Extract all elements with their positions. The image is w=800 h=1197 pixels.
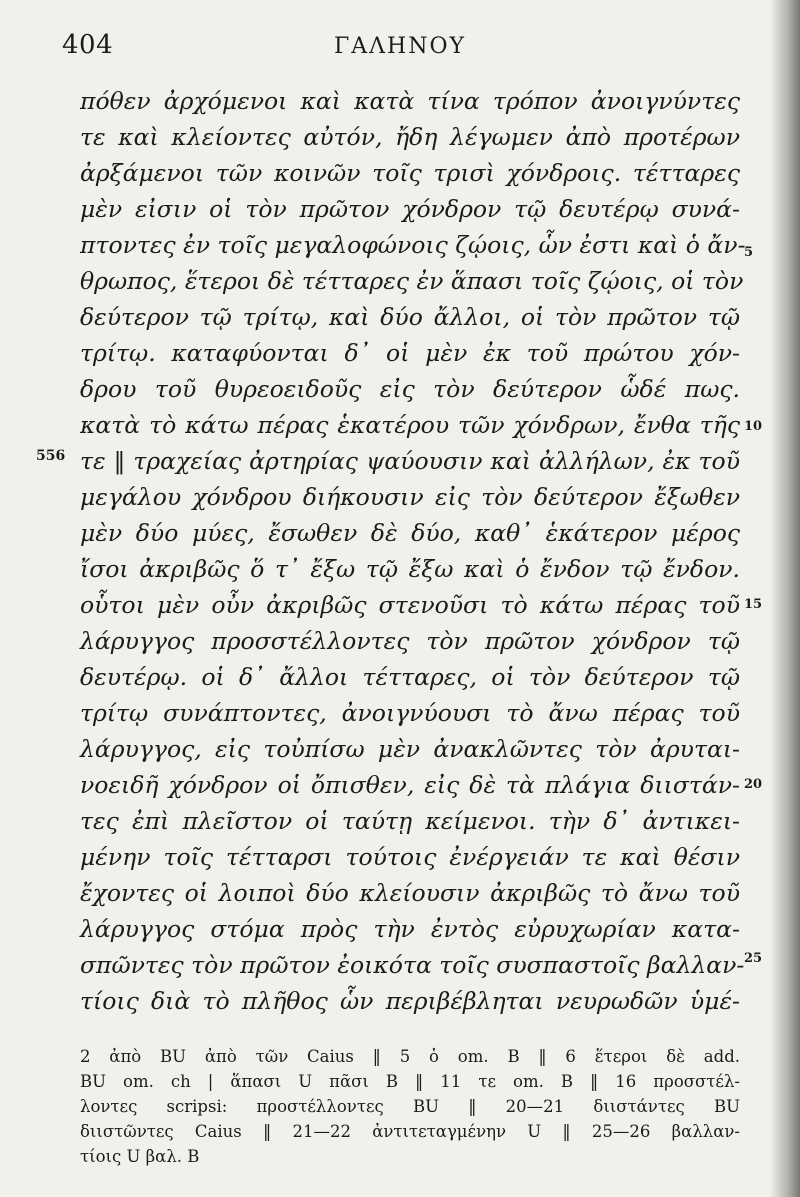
- text-line: οὗτοι μὲν οὖν ἀκριβῶς στενοῦσι τὸ κάτω πέρας τοῦ: [80, 591, 740, 619]
- line-number: 10: [744, 419, 763, 434]
- footnote-line: τίοις U βαλ. B: [80, 1147, 200, 1166]
- text-line: λάρυγγος στόμα πρὸς τὴν ἐντὸς εὐρυχωρίαν κατα-: [80, 915, 740, 943]
- edition-page-reference: 556: [36, 448, 66, 464]
- text-line: τρίτῳ. καταφύονται δ᾽ οἱ μὲν ἐκ τοῦ πρώτου χόν-: [80, 339, 740, 367]
- text-line: τρίτῳ συνάπτοντες, ἀνοιγνύουσι τὸ ἄνω πέρας τοῦ: [80, 699, 740, 727]
- line-number: 25: [744, 951, 763, 966]
- line-number: 20: [744, 777, 763, 792]
- text-line: ἴσοι ἀκριβῶς ὅ τ᾽ ἔξω τῷ ἔξω καὶ ὁ ἔνδον τῷ ἔνδον.: [80, 555, 740, 583]
- text-line: ἔχοντες οἱ λοιποὶ δύο κλείουσιν ἀκριβῶς τὸ ἄνω τοῦ: [80, 879, 740, 907]
- text-line: θρωπος, ἕτεροι δὲ τέτταρες ἐν ἅπασι τοῖς ζῴοις, οἱ τὸν: [80, 267, 744, 295]
- text-line: πτοντες ἐν τοῖς μεγαλοφώνοις ζῴοις, ὧν ἐστι καὶ ὁ ἄν-: [80, 231, 746, 259]
- text-line: ἀρξάμενοι τῶν κοινῶν τοῖς τρισὶ χόνδροις. τέτταρες: [80, 159, 740, 187]
- text-line: νοειδῆ χόνδρον οἱ ὄπισθεν, εἰς δὲ τὰ πλάγια διιστάν-: [80, 771, 740, 799]
- text-line: σπῶντες τὸν πρῶτον ἐοικότα τοῖς συσπαστοῖς βαλλαν-: [80, 951, 745, 979]
- footnote-line: 2 ἀπὸ BU ἀπὸ τῶν Caius ‖ 5 ὁ om. B ‖ 6 ἕτεροι δὲ add.: [80, 1047, 740, 1066]
- text-line: μένην τοῖς τέτταρσι τούτοις ἐνέργειάν τε καὶ θέσιν: [80, 843, 740, 871]
- text-line: λάρυγγος προσστέλλοντες τὸν πρῶτον χόνδρον τῷ: [80, 627, 740, 655]
- text-line: τες ἐπὶ πλεῖστον οἱ ταύτῃ κείμενοι. τὴν δ᾽ ἀντικει-: [80, 807, 740, 835]
- running-title: ΓΑΛΗΝΟΥ: [333, 34, 467, 59]
- line-number: 15: [744, 597, 763, 612]
- page-number: 404: [62, 30, 114, 60]
- text-line: μεγάλου χόνδρου διήκουσιν εἰς τὸν δεύτερον ἔξωθεν: [80, 483, 740, 511]
- footnote-line: BU om. ch | ἅπασι U πᾶσι B ‖ 11 τε om. B ‖ 16 προσστέλ-: [80, 1072, 740, 1091]
- text-line: τίοις διὰ τὸ πλῆθος ὧν περιβέβληται νευρωδῶν ὑμέ-: [80, 987, 740, 1015]
- line-number: 5: [744, 245, 754, 260]
- text-line: μὲν δύο μύες, ἔσωθεν δὲ δύο, καθ᾽ ἑκάτερον μέρος: [80, 519, 740, 547]
- text-line: πόθεν ἀρχόμενοι καὶ κατὰ τίνα τρόπον ἀνοιγνύντες: [80, 87, 740, 115]
- text-line: κατὰ τὸ κάτω πέρας ἑκατέρου τῶν χόνδρων, ἔνθα τῆς: [80, 411, 740, 439]
- footnote-line: λοντες scripsi: προστέλλοντες BU ‖ 20—21 διιστάντες BU: [80, 1097, 740, 1116]
- footnote-line: διιστῶντες Caius ‖ 21—22 ἀντιτεταγμένην U ‖ 25—26 βαλλαν-: [80, 1122, 740, 1141]
- text-line: δεύτερον τῷ τρίτῳ, καὶ δύο ἄλλοι, οἱ τὸν πρῶτον τῷ: [80, 303, 740, 331]
- text-line: δευτέρῳ. οἱ δ᾽ ἄλλοι τέτταρες, οἱ τὸν δεύτερον τῷ: [80, 663, 740, 691]
- text-line: μὲν εἰσιν οἱ τὸν πρῶτον χόνδρον τῷ δευτέρῳ συνά-: [80, 195, 740, 223]
- text-line: τε ‖ τραχείας ἀρτηρίας ψαύουσιν καὶ ἀλλήλων, ἐκ τοῦ: [80, 447, 740, 475]
- binding-shadow: [770, 0, 800, 1197]
- text-line: τε καὶ κλείοντες αὐτόν, ἤδη λέγωμεν ἀπὸ προτέρων: [80, 123, 740, 151]
- text-line: δρου τοῦ θυρεοειδοῦς εἰς τὸν δεύτερον ὧδέ πως.: [80, 375, 740, 403]
- text-line: λάρυγγος, εἰς τοὐπίσω μὲν ἀνακλῶντες τὸν ἀρυται-: [80, 735, 740, 763]
